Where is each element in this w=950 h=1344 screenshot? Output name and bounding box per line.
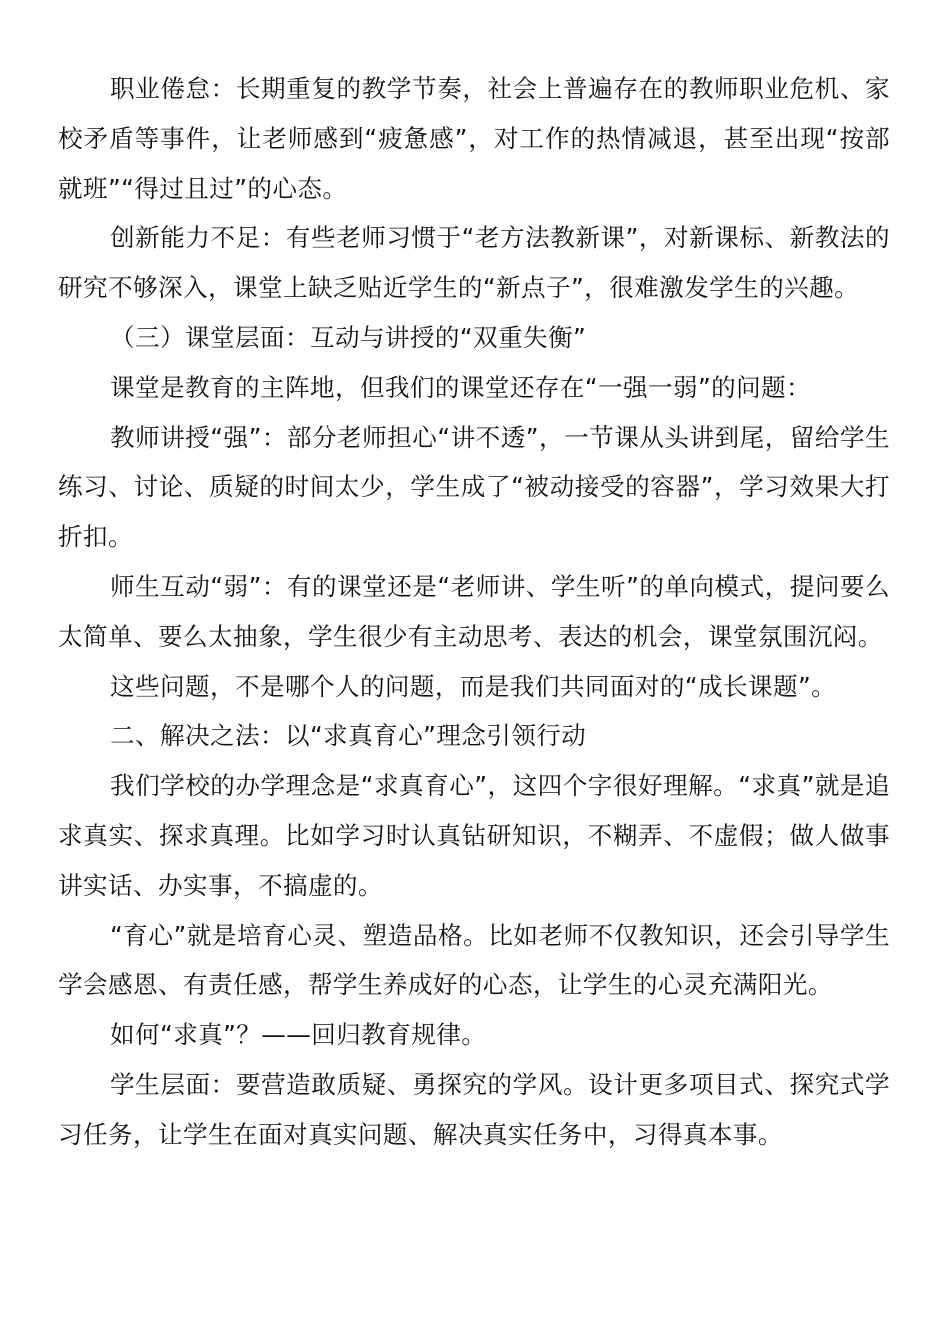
paragraph-growth-topic: 这些问题，不是哪个人的问题，而是我们共同面对的“成长课题”。 [110,671,837,701]
paragraph-teacher-lecture: 教师讲授“强”：部分老师担心“讲不透”，一节课从头讲到尾，留给学生练习、讨论、质疑的时间太少，学生成了“被动接受的容器”，学习效果大打折扣。 [58,422,890,552]
paragraph-nurture-heart: “育心”就是培育心灵、塑造品格。比如老师不仅教知识，还会引导学生学会感恩、有责任感，帮学生养成好的心态，让学生的心灵充满阳光。 [58,920,890,1000]
paragraph-innovation-lack: 创新能力不足：有些老师习惯于“老方法教新课”，对新课标、新教法的研究不够深入，课堂上缺乏贴近学生的“新点子”，很难激发学生的兴趣。 [58,223,890,303]
paragraph-interaction-weak: 师生互动“弱”：有的课堂还是“老师讲、学生听”的单向模式，提问要么太简单、要么太抽象，学生很少有主动思考、表达的机会，课堂氛围沉闷。 [58,571,890,651]
paragraph-school-philosophy: 我们学校的办学理念是“求真育心”，这四个字很好理解。“求真”就是追求真实、探求真理。比如学习时认真钻研知识，不糊弄、不虚假；做人做事讲实话、办实事，不搞虚的。 [58,771,890,900]
document-page [58,64,890,1160]
section-heading-classroom: （三）课堂层面：互动与讲授的“双重失衡” [110,322,587,352]
paragraph-classroom-intro: 课堂是教育的主阵地，但我们的课堂还存在“一强一弱”的问题： [110,372,812,402]
paragraph-how-seek-truth: 如何“求真”？——回归教育规律。 [110,1020,487,1050]
section-heading-solution: 二、解决之法：以“求真育心”理念引领行动 [110,721,587,751]
paragraph-student-level: 学生层面：要营造敢质疑、勇探究的学风。设计更多项目式、探究式学习任务，让学生在面对真实问题、解决真实任务中，习得真本事。 [58,1069,890,1149]
paragraph-job-burnout: 职业倦怠：长期重复的教学节奏，社会上普遍存在的教师职业危机、家校矛盾等事件，让老师感到“疲惫感”，对工作的热情减退，甚至出现“按部就班”“得过且过”的心态。 [58,74,890,203]
